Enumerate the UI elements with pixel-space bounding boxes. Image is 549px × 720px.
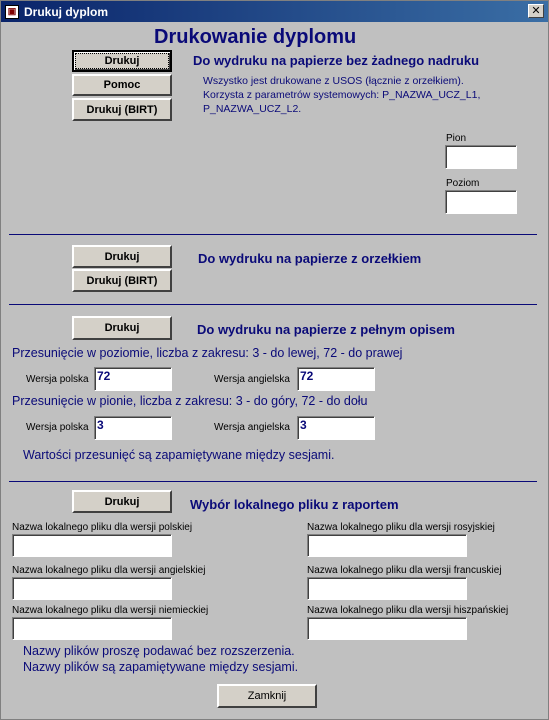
file-polish-label: Nazwa lokalnego pliku dla wersji polskiej (12, 522, 193, 533)
title-bar[interactable] (1, 1, 548, 22)
help-button[interactable]: Pomoc (72, 74, 172, 96)
app-icon: ▣ (5, 5, 19, 19)
print-button-3[interactable]: Drukuj (72, 316, 172, 340)
h-english-label: Wersja angielska (214, 374, 290, 385)
window-title: Drukuj dyplom (24, 4, 109, 19)
h-polish-label: Wersja polska (26, 374, 89, 385)
vertical-offset-text: Przesunięcie w pionie, liczba z zakresu: 3 - do góry, 72 - do dołu (12, 394, 368, 408)
section1-info (203, 74, 480, 116)
section4-title: Wybór lokalnego pliku z raportem (190, 497, 399, 512)
file-russian-input[interactable] (307, 534, 467, 557)
section2-title: Do wydruku na papierze z orzełkiem (198, 251, 422, 266)
h-polish-input[interactable]: 72 (94, 367, 172, 391)
file-english-input[interactable] (12, 577, 172, 600)
pion-input[interactable] (445, 145, 517, 169)
file-spanish-label: Nazwa lokalnego pliku dla wersji hiszpańskiej (307, 605, 509, 616)
print-button-4[interactable]: Drukuj (72, 490, 172, 513)
file-note (23, 643, 298, 675)
offset-note: Wartości przesunięć są zapamiętywane między sesjami. (23, 448, 335, 462)
page-title: Drukowanie dyplomu (154, 26, 357, 48)
section1-title: Do wydruku na papierze bez żadnego nadruku (193, 53, 480, 68)
print-button-1[interactable]: Drukuj (72, 50, 172, 72)
file-polish-input[interactable] (12, 534, 172, 557)
file-note-line: Nazwy plików proszę podawać bez rozszerzenia. (23, 644, 295, 658)
poziom-input[interactable] (445, 190, 517, 214)
file-note-line: Nazwy plików są zapamiętywane między sesjami. (23, 660, 299, 674)
file-russian-label: Nazwa lokalnego pliku dla wersji rosyjskiej (307, 522, 495, 533)
info-line: Korzysta z parametrów systemowych: P_NAZWA_UCZ_L1, (203, 89, 481, 101)
v-english-input[interactable]: 3 (297, 416, 375, 440)
separator (9, 304, 537, 305)
file-german-input[interactable] (12, 617, 172, 640)
info-line: Wszystko jest drukowane z USOS (łącznie z orzełkiem). (203, 75, 464, 87)
separator (9, 234, 537, 235)
pion-label: Pion (446, 133, 467, 144)
print-birt-button-1[interactable]: Drukuj (BIRT) (72, 98, 172, 121)
v-polish-input[interactable]: 3 (94, 416, 172, 440)
v-polish-label: Wersja polska (26, 422, 89, 433)
section3-title: Do wydruku na papierze z pełnym opisem (197, 322, 455, 337)
print-birt-button-2[interactable]: Drukuj (BIRT) (72, 269, 172, 292)
separator (9, 481, 537, 482)
file-german-label: Nazwa lokalnego pliku dla wersji niemieckiej (12, 605, 209, 616)
poziom-label: Poziom (446, 178, 480, 189)
file-french-label: Nazwa lokalnego pliku dla wersji francuskiej (307, 565, 502, 576)
print-button-2[interactable]: Drukuj (72, 245, 172, 268)
info-line: P_NAZWA_UCZ_L2. (203, 103, 302, 115)
horizontal-offset-text: Przesunięcie w poziomie, liczba z zakresu: 3 - do lewej, 72 - do prawej (12, 346, 403, 360)
file-spanish-input[interactable] (307, 617, 467, 640)
close-icon: ✕ (531, 4, 541, 17)
close-window-button[interactable] (528, 4, 544, 18)
h-english-input[interactable]: 72 (297, 367, 375, 391)
file-english-label: Nazwa lokalnego pliku dla wersji angielskiej (12, 565, 206, 576)
file-french-input[interactable] (307, 577, 467, 600)
close-button[interactable]: Zamknij (217, 684, 317, 708)
v-english-label: Wersja angielska (214, 422, 290, 433)
